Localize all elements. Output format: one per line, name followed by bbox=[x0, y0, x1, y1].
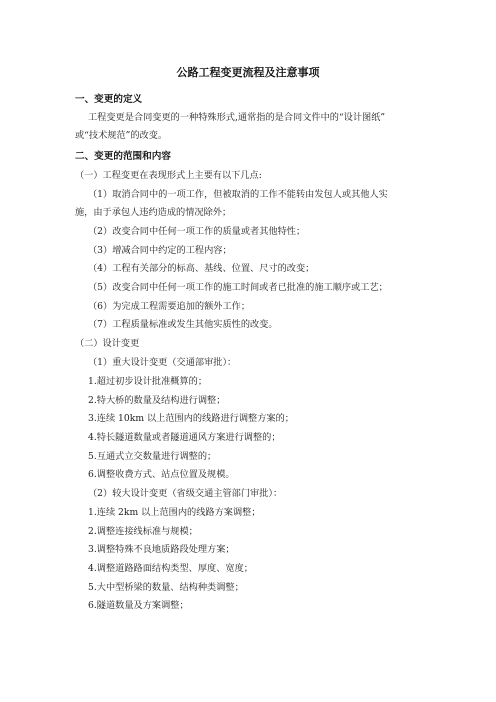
list-item: 3.调整特殊不良地质路段处理方案； bbox=[88, 544, 235, 555]
list-item: 5.大中型桥梁的数量、结构种类调整； bbox=[88, 582, 244, 593]
section-heading-definition: 一、变更的定义 bbox=[75, 94, 143, 105]
subsection-heading: （二）设计变更 bbox=[75, 338, 140, 349]
list-item: （4）工程有关部分的标高、基线、位置、尺寸的改变； bbox=[88, 263, 315, 274]
list-heading-larger-change: （2）较大设计变更（省级交通主管部门审批）： bbox=[88, 488, 283, 499]
list-item: 4.调整道路路面结构类型、厚度、宽度； bbox=[88, 563, 253, 574]
list-item: 2.调整连接线标准与规模； bbox=[88, 526, 198, 537]
list-item: 3.连续 10km 以上范围内的线路进行调整方案的； bbox=[88, 413, 294, 424]
list-item: （7）工程质量标准或发生其他实质性的改变。 bbox=[88, 319, 278, 330]
list-item: 6.隧道数量及方案调整； bbox=[88, 600, 189, 611]
list-item: 6.调整收费方式、站点位置及规模。 bbox=[88, 469, 235, 480]
page-title: 公路工程变更流程及注意事项 bbox=[176, 66, 320, 79]
list-item: 2.特大桥的数量及结构进行调整； bbox=[88, 395, 226, 406]
list-item-continued: 施，由于承包人违约造成的情况除外； bbox=[75, 207, 232, 218]
list-item: （5）改变合同中任何一项工作的施工时间或者已批准的施工顺序或工艺； bbox=[88, 282, 388, 293]
list-item: （3）增减合同中约定的工程内容； bbox=[88, 245, 232, 256]
list-item: （6）为完成工程需要追加的额外工作； bbox=[88, 301, 251, 312]
paragraph-line: 或“技术规范”的改变。 bbox=[75, 130, 168, 141]
list-item: 5.互通式立交数量进行调整的； bbox=[88, 451, 217, 462]
list-item: 1.超过初步设计批准概算的； bbox=[88, 376, 208, 387]
paragraph-line: 工程变更是合同变更的一种特殊形式,通常指的是合同文件中的“设计图纸” bbox=[88, 112, 386, 123]
list-item: 4.特长隧道数量或者隧道通风方案进行调整的； bbox=[88, 432, 281, 443]
list-item: 1.连续 2km 以上范围内的线路方案调整； bbox=[88, 507, 261, 518]
list-item: （1）取消合同中的一项工作，但被取消的工作不能转由发包人或其他人实 bbox=[88, 189, 388, 200]
list-heading-major-change: （1）重大设计变更（交通部审批）： bbox=[88, 357, 237, 368]
list-item: （2）改变合同中任何一项工作的质量或者其他特性； bbox=[88, 226, 306, 237]
subsection-heading: （一）工程变更在表现形式上主要有以下几点: bbox=[75, 170, 262, 181]
section-heading-scope: 二、变更的范围和内容 bbox=[75, 151, 171, 162]
